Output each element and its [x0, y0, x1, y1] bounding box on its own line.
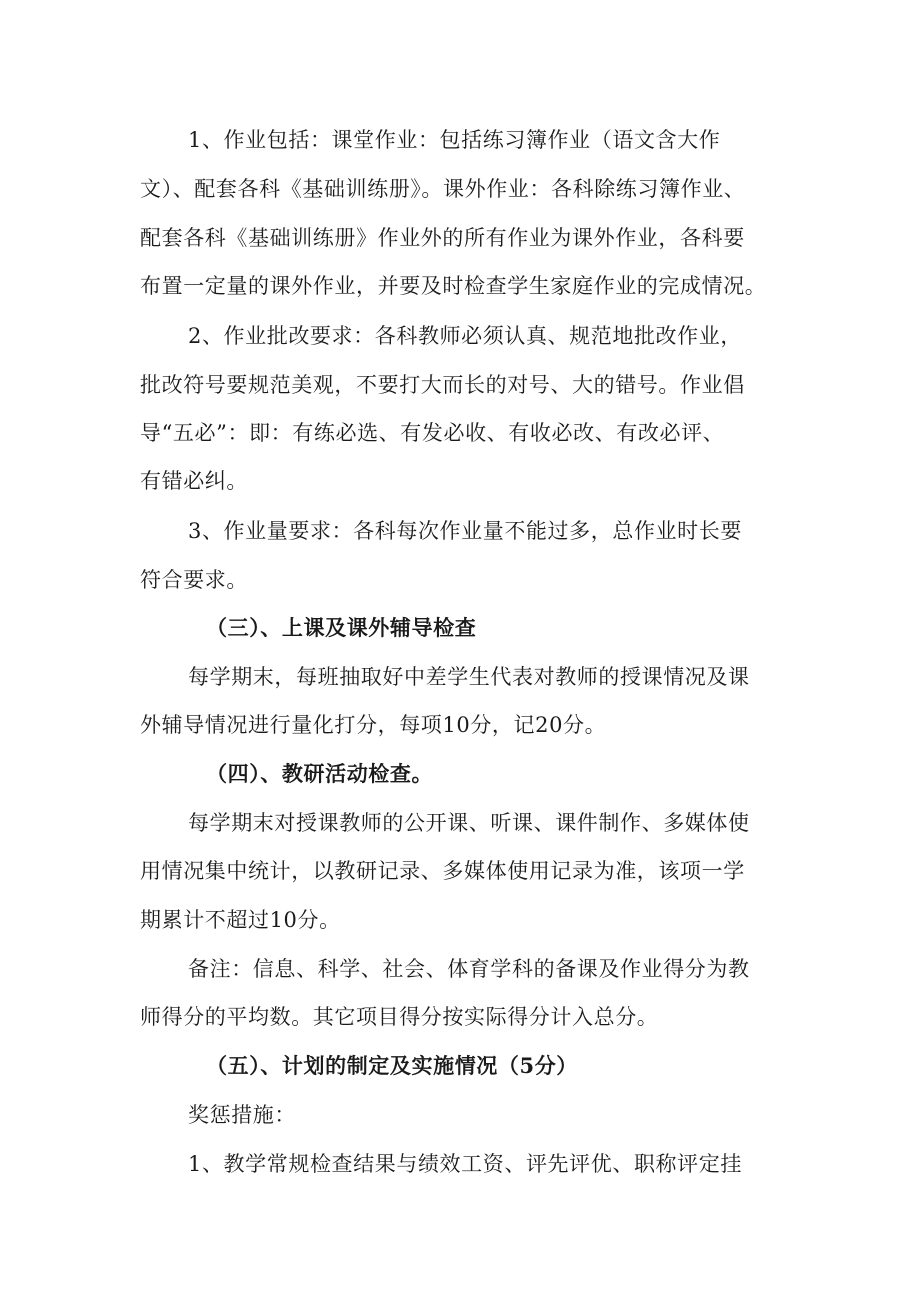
note-line-1: 备注：信息、科学、社会、体育学科的备课及作业得分为教: [188, 957, 750, 981]
paragraph-5-line-1: 每学期末，每班抽取好中差学生代表对教师的授课情况及课: [188, 665, 750, 689]
paragraph-1-line-2: 文）、配套各科《基础训练册》。课外作业：各科除练习簿作业、: [140, 177, 746, 201]
paragraph-2-line-3: 导“五必”：即：有练必选、有发必收、有收必改、有改必评、: [140, 421, 725, 445]
rewards-item-1-line-1: 1、教学常规检查结果与绩效工资、评先评优、职称评定挂: [188, 1152, 742, 1176]
paragraph-3-line-1: 3、作业量要求：各科每次作业量不能过多，总作业时长要: [188, 519, 742, 543]
rewards-heading: 奖惩措施：: [188, 1103, 296, 1127]
section-heading-5: （五）、计划的制定及实施情况（5分）: [206, 1053, 578, 1078]
paragraph-2-line-4: 有错必纠。: [140, 469, 248, 493]
paragraph-2-line-1: 2、作业批改要求：各科教师必须认真、规范地批改作业，: [188, 324, 742, 348]
paragraph-7-line-2: 用情况集中统计，以教研记录、多媒体使用记录为准，该项一学: [140, 859, 745, 883]
paragraph-3-line-2: 符合要求。: [140, 568, 248, 592]
paragraph-1-line-4: 布置一定量的课外作业，并要及时检查学生家庭作业的完成情况。: [140, 274, 767, 298]
paragraph-7-line-3: 期累计不超过10分。: [140, 908, 341, 932]
section-heading-4: （四）、教研活动检查。: [206, 761, 434, 786]
note-line-2: 师得分的平均数。其它项目得分按实际得分计入总分。: [140, 1005, 659, 1029]
paragraph-2-line-2: 批改符号要规范美观，不要打大而长的对号、大的错号。作业倡: [140, 373, 745, 397]
paragraph-1-line-1: 1、作业包括：课堂作业：包括练习簿作业（语文含大作: [188, 128, 721, 152]
paragraph-5-line-2: 外辅导情况进行量化打分，每项10分，记20分。: [140, 713, 607, 737]
paragraph-7-line-1: 每学期末对授课教师的公开课、听课、课件制作、多媒体使: [188, 811, 750, 835]
section-heading-3: （三）、上课及课外辅导检查: [206, 615, 477, 640]
paragraph-1-line-3: 配套各科《基础训练册》作业外的所有作业为课外作业，各科要: [140, 226, 745, 250]
